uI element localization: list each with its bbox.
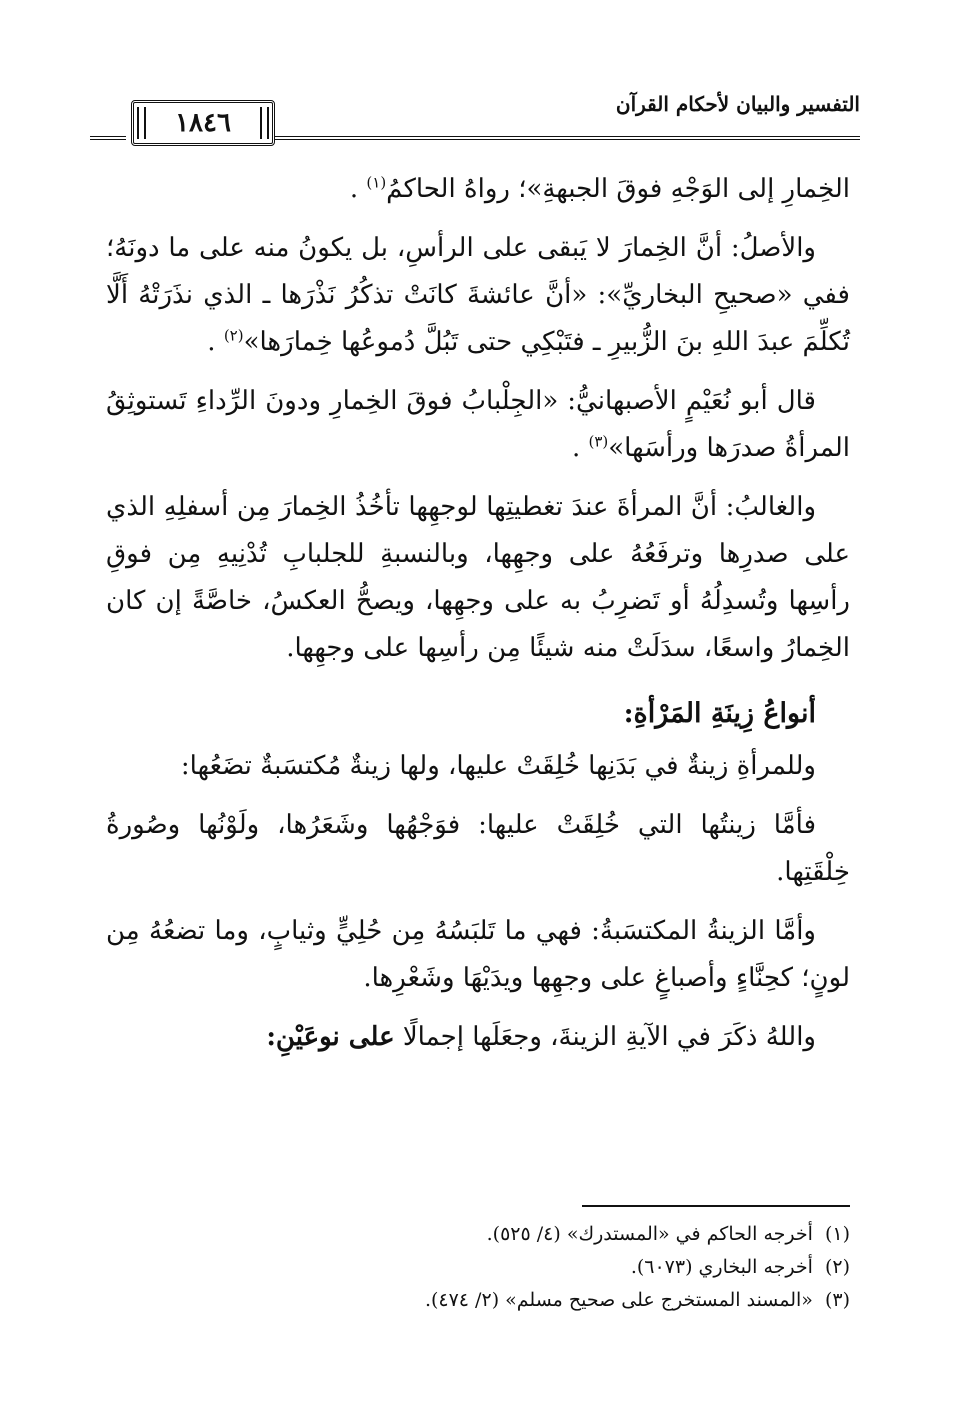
footnote-text: أخرجه الحاكم في «المستدرك» (٤/ ٥٢٥).	[486, 1223, 813, 1245]
paragraph-3	[106, 378, 850, 472]
footnote-ref-2: (٢)	[223, 326, 244, 345]
paragraph-2-text: والأصلُ: أنَّ الخِمارَ لا يَبقى على الرأسِ، بل يكونُ منه على ما دونَهُ؛ ففي «صحيحِ البخاريِّ»: «أنَّ عائشةَ كانَتْ تذكُرُ نَذْرَها ـ الذي نذَرَتْهُ أَلَّا تُكلِّمَ عبدَ اللهِ بنَ الزُّبيرِ ـ فتَبْكِي حتى تَبُلَّ دُموعُها خِمارَها»	[106, 233, 850, 357]
paragraph-1-text: الخِمارِ إلى الوَجْهِ فوقَ الجبهةِ»؛ رواهُ الحاكمُ	[386, 174, 850, 204]
footnote-mark: (٢)	[824, 1256, 850, 1278]
paragraph-3-text: قال أبو نُعَيْمٍ الأصبهانيُّ: «الجِلْبابُ فوقَ الخِمارِ ودونَ الرِّداءِ تَستوثِقُ المرأةُ صدرَها ورأسَها»	[106, 386, 850, 463]
header-rule-left	[90, 136, 126, 140]
paragraph-8	[106, 1014, 850, 1061]
paragraph-8-text: واللهُ ذكَرَ في الآيةِ الزينةَ، وجعَلَها إجمالًا	[394, 1022, 816, 1052]
footnote-2	[106, 1251, 850, 1284]
paragraph-3-end: .	[571, 433, 589, 463]
footnote-divider	[582, 1205, 850, 1207]
paragraph-2	[106, 225, 850, 366]
footnote-ref-3: (٣)	[588, 432, 609, 451]
paragraph-6: فأمَّا زينتُها التي خُلِقَتْ عليها: فوَجْهُها وشَعَرُها، ولَوْنُها وصُورةُ خِلْقَتِها.	[106, 810, 850, 887]
page-number: ١٨٤٦	[131, 100, 275, 146]
paragraph-2-end: .	[207, 327, 224, 357]
paragraph-1-end: .	[349, 174, 367, 204]
paragraph-5: وللمرأةِ زينةٌ في بَدَنِها خُلِقَتْ عليها، ولها زينةٌ مُكتسَبةٌ تضَعُها:	[180, 751, 816, 781]
footnote-text: أخرجه البخاري (٦٠٧٣).	[630, 1256, 813, 1278]
paragraph-8-bold: على نوعَيْنِ:	[266, 1022, 395, 1052]
page-header	[95, 92, 860, 162]
footnote-1	[106, 1218, 850, 1251]
footnote-mark: (١)	[824, 1223, 850, 1245]
header-rule	[275, 136, 860, 140]
footnotes	[106, 1218, 850, 1317]
footnote-3	[106, 1284, 850, 1317]
section-heading: أنواعُ زِينَةِ المَرْأةِ:	[623, 698, 816, 729]
book-title: التفسير والبيان لأحكام القرآن	[615, 92, 860, 116]
paragraph-4: والغالبُ: أنَّ المرأةَ عندَ تغطيتِها لوجهِها تأخُذُ الخِمارَ مِن أسفلِهِ الذي على صدرِها وترفَعُهُ على وجهِها، وبالنسبةِ للجلبابِ تُدْنِيهِ مِن فوقِ رأسِها وتُسدِلُهُ أو تَضرِبُ به على وجهِها، ويصحُّ العكسُ، خاصَّةً إن كان الخِمارُ واسعًا، سدَلَتْ منه شيئًا مِن رأسِها على وجهِها.	[106, 492, 850, 663]
paragraph-7: وأمَّا الزينةُ المكتسَبةُ: فهي ما تَلبَسُهُ مِن حُلِيٍّ وثيابٍ، وما تضعُهُ مِن لونٍ؛ كحِنَّاءٍ وأصباغٍ على وجهِها ويدَيْهَا وشَعْرِها.	[106, 916, 850, 993]
footnote-mark: (٣)	[824, 1289, 850, 1311]
footnote-text: «المسند المستخرج على صحيح مسلم» (٢/ ٤٧٤).	[424, 1289, 813, 1311]
body-text	[106, 166, 850, 1073]
paragraph-1	[106, 166, 850, 213]
footnote-ref-1: (١)	[366, 173, 387, 192]
